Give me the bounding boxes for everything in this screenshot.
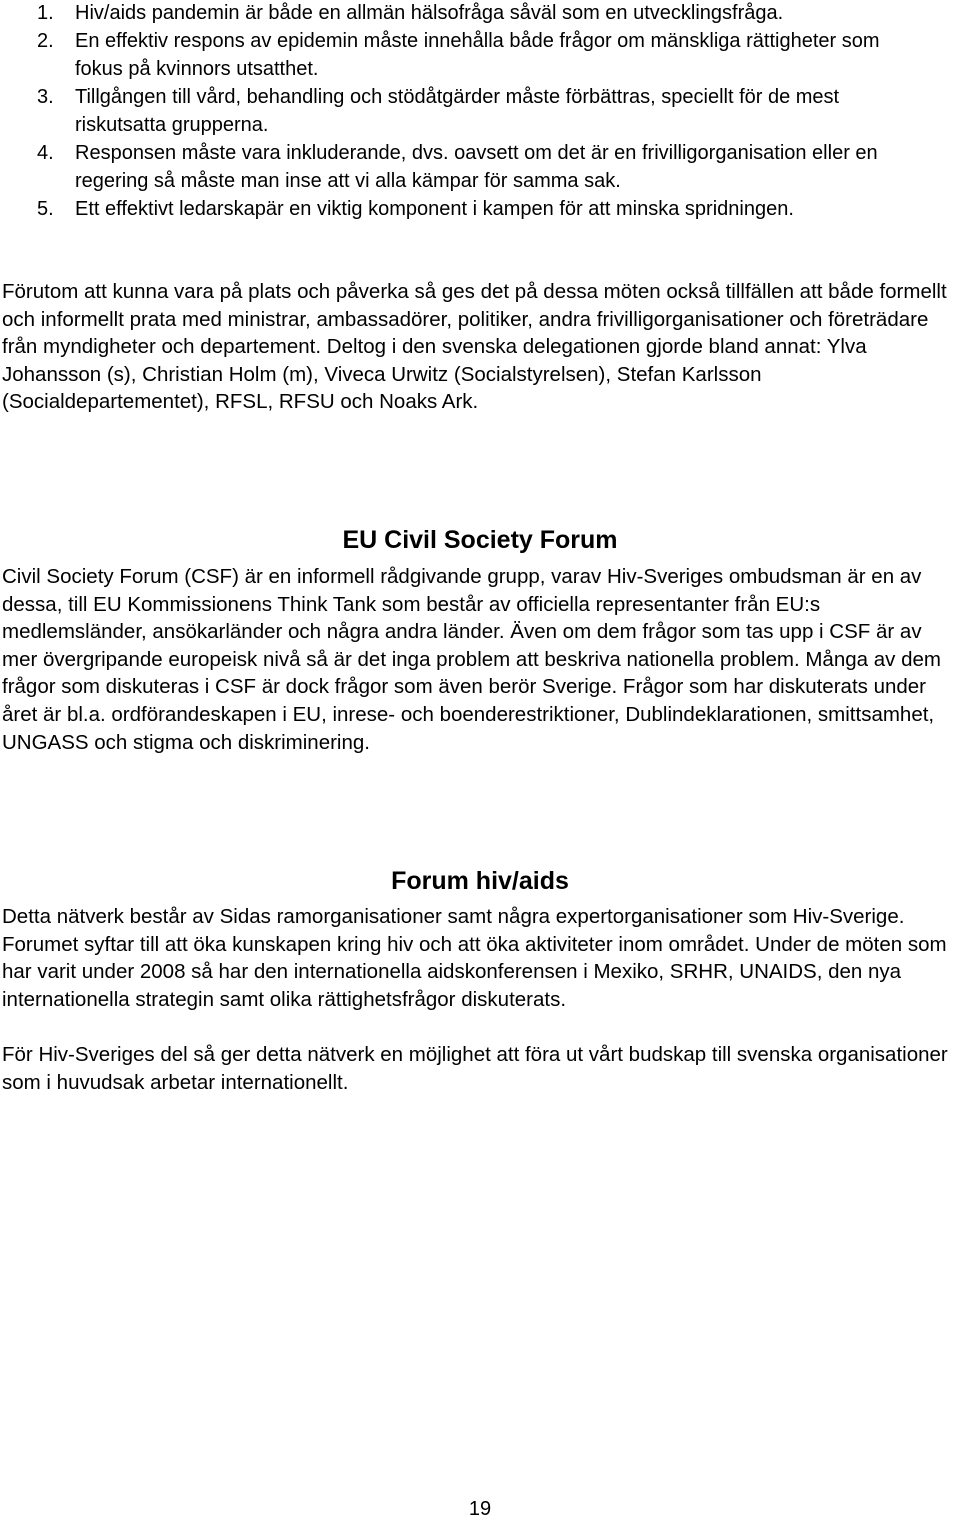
numbered-list [0,0,960,223]
list-item-number: 2. [37,30,54,52]
list-item-text: Ett effektivt ledarskapär en viktig komponent i kampen för att minska spridningen. [75,198,794,220]
list-item-number: 3. [37,86,54,108]
section-heading-forum-hiv-aids: Forum hiv/aids [391,867,569,895]
list-item-text: Tillgången till vård, behandling och stödåtgärder måste förbättras, speciellt för de mest riskutsatta grupperna. [75,86,840,136]
list-item-text: Responsen måste vara inkluderande, dvs. oavsett om det är en frivilligorganisation eller en regering så måste man inse att vi alla kämpar för samma sak. [75,142,878,192]
section-paragraph: För Hiv-Sveriges del så ger detta nätverk en möjlighet att föra ut vårt budskap till svenska organisationer som i huvudsak arbetar internationellt. [2,1043,948,1094]
list-item [0,27,960,83]
intro-paragraph: Förutom att kunna vara på plats och påverka så ges det på dessa möten också tillfällen att både formellt och informellt prata med ministrar, ambassadörer, politiker, andra frivilligorganisationer och företrädare från myndigheter och departement. Deltog i den svenska delegationen gjorde bland annat: Ylva Johansson (s), Christian Holm (m), Viveca Urwitz (Socialstyrelsen), Stefan Karlsson (Socialdepartementet), RFSL, RFSU och Noaks Ark. [2,280,947,414]
section-paragraph: Detta nätverk består av Sidas ramorganisationer samt några expertorganisationer som Hiv-Sverige. Forumet syftar till att öka kunskapen kring hiv och att öka aktiviteter inom området. Under de möten som har varit under 2008 så har den internationella aidskonferensen i Mexiko, SRHR, UNAIDS, den nya internationella strategin samt olika rättighetsfrågor diskuterats. [2,905,947,1011]
list-item-number: 5. [37,198,54,220]
page-number: 19 [468,1498,492,1520]
list-item [0,83,960,139]
list-item-text: Hiv/aids pandemin är både en allmän hälsofråga såväl som en utvecklingsfråga. [75,2,784,24]
section-paragraph: Civil Society Forum (CSF) är en informell rådgivande grupp, varav Hiv-Sveriges ombudsman är en av dessa, till EU Kommissionens Think Tank som består av officiella representanter från EU:s medlemsländer, ansökarländer och några andra länder. Även om dem frågor som tas upp i CSF är av mer övergripande europeisk nivå så är det inga problem att beskriva nationella problem. Många av dem frågor som diskuteras i CSF är dock frågor som även berör Sverige. Frågor som har diskuterats under året är bl.a. ordförandeskapen i EU, inrese- och boenderestriktioner, Dublindeklarationen, smittsamhet, UNGASS och stigma och diskriminering. [2,565,941,754]
list-item-number: 4. [37,142,54,164]
list-item-text: En effektiv respons av epidemin måste innehålla både frågor om mänskliga rättigheter som fokus på kvinnors utsatthet. [75,30,880,80]
list-item [0,139,960,195]
list-item-number: 1. [37,2,54,24]
list-item [0,195,960,223]
list-item [0,0,960,27]
section-heading-eu-civil-society-forum: EU Civil Society Forum [342,526,618,554]
